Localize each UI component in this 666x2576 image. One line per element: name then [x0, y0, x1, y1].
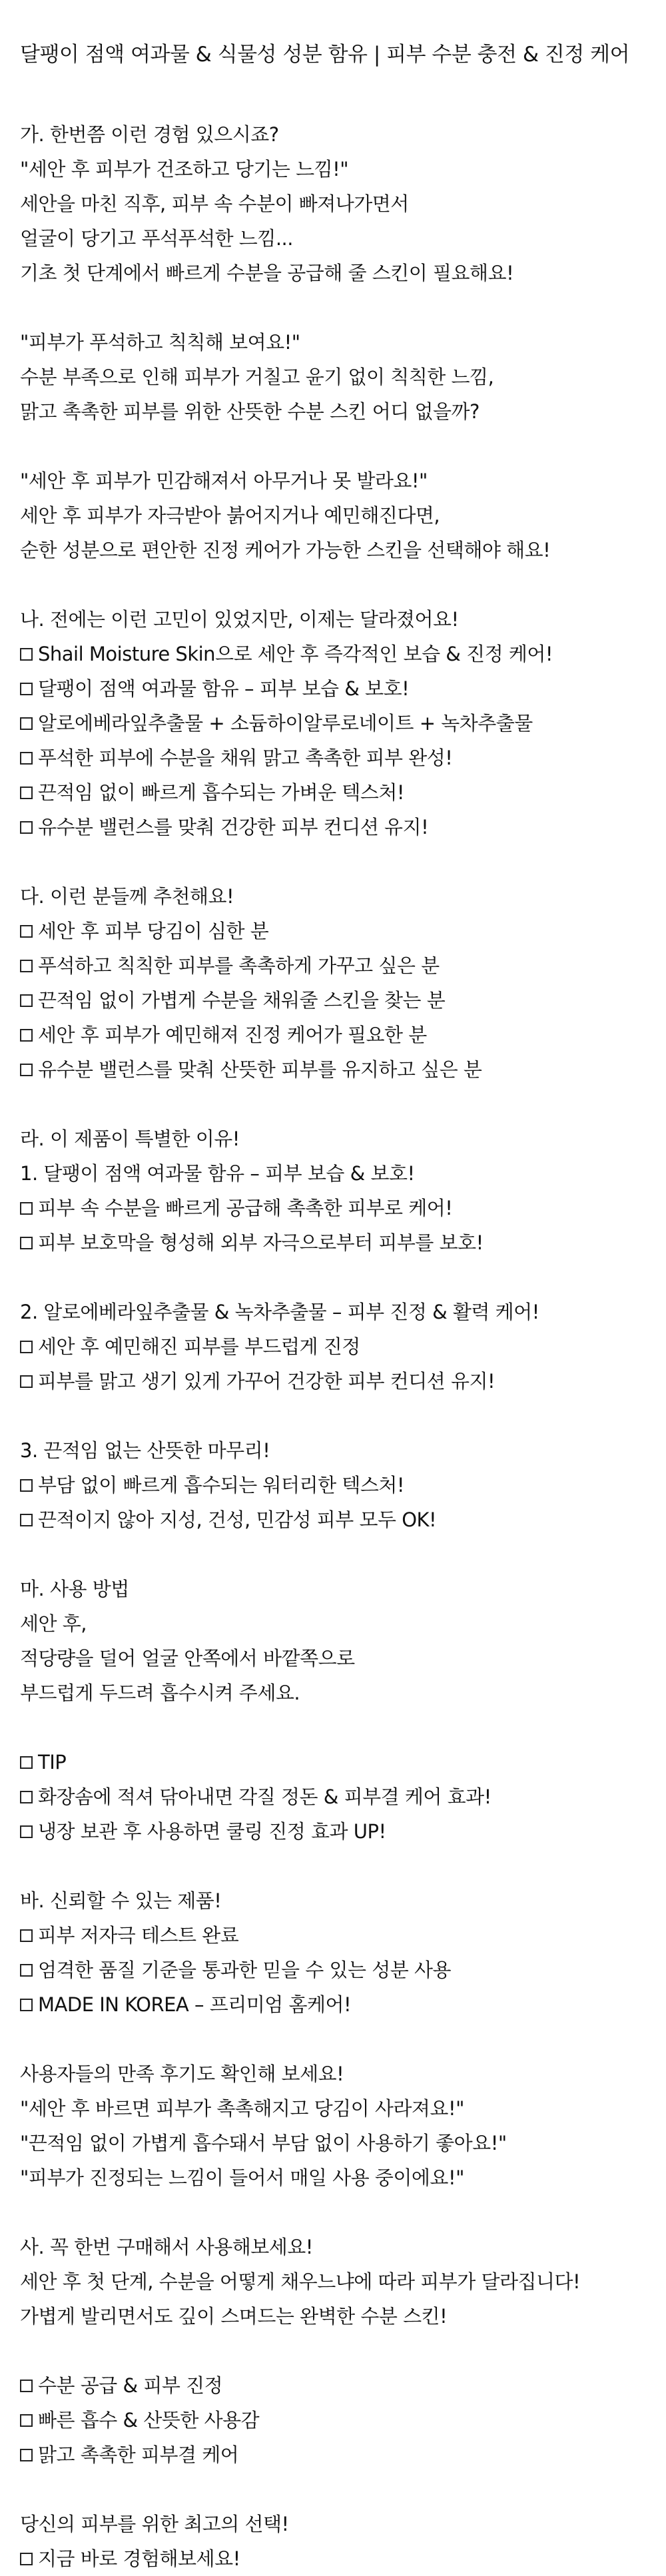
text-line	[20, 2299, 646, 2334]
line-text: 기초 첫 단계에서 빠르게 수분을 공급해 줄 스킨이 필요해요!	[20, 262, 514, 284]
text-line	[20, 2507, 646, 2541]
checkbox-line	[20, 810, 646, 844]
text-line	[20, 1122, 646, 1156]
checkbox-line	[20, 1814, 646, 1849]
checkbox-square-icon	[20, 960, 33, 972]
checkbox-line	[20, 2368, 646, 2403]
line-text: 2. 알로에베라잎추출물 & 녹차추출물 – 피부 진정 & 활력 케어!	[20, 1301, 539, 1323]
text-section	[20, 2057, 646, 2195]
line-text: "피부가 진정되는 느낌이 들어서 매일 사용 중이에요!"	[20, 2166, 464, 2189]
line-text: 나. 전에는 이런 고민이 있었지만, 이제는 달라졌어요!	[20, 608, 459, 631]
checkbox-square-icon	[20, 1791, 33, 1803]
line-text: 피부 속 수분을 빠르게 공급해 촉촉한 피부로 케어!	[38, 1197, 453, 1219]
checkbox-line	[20, 948, 646, 983]
checkbox-square-icon	[20, 994, 33, 1007]
checkbox-square-icon	[20, 925, 33, 938]
page-title: 달팽이 점액 여과물 & 식물성 성분 함유 | 피부 수분 충전 & 진정 케어	[20, 43, 630, 67]
line-text: 다. 이런 분들께 추천해요!	[20, 885, 234, 908]
text-line	[20, 1295, 646, 1329]
line-text: 냉장 보관 후 사용하면 쿨링 진정 효과 UP!	[38, 1820, 386, 1843]
line-text: 세안 후,	[20, 1612, 87, 1635]
line-text: 당신의 피부를 위한 최고의 선택!	[20, 2513, 289, 2535]
line-text: 수분 부족으로 인해 피부가 거칠고 윤기 없이 칙칙한 느낌,	[20, 366, 494, 388]
text-section	[20, 1433, 646, 1537]
line-text: MADE IN KOREA – 프리미엄 홈케어!	[38, 1993, 352, 2016]
text-line	[20, 2230, 646, 2264]
text-line	[20, 256, 646, 290]
checkbox-line	[20, 1191, 646, 1225]
line-text: 순한 성분으로 편안한 진정 케어가 가능한 스킨을 선택해야 해요!	[20, 539, 551, 561]
line-text: 지금 바로 경험해보세요!	[38, 2547, 240, 2570]
checkbox-square-icon	[20, 1237, 33, 1249]
line-text: 바. 신뢰할 수 있는 제품!	[20, 1889, 222, 1912]
checkbox-line	[20, 741, 646, 775]
line-text: 마. 사용 방법	[20, 1578, 129, 1600]
text-line	[20, 533, 646, 567]
line-text: 엄격한 품질 기준을 통과한 믿을 수 있는 성분 사용	[38, 1959, 452, 1981]
text-line	[20, 1572, 646, 1606]
line-text: 세안을 마친 직후, 피부 속 수분이 빠져나가면서	[20, 192, 409, 215]
text-line	[20, 464, 646, 498]
checkbox-line	[20, 1745, 646, 1779]
line-text: "세안 후 피부가 건조하고 당기는 느낌!"	[20, 158, 349, 180]
text-line	[20, 1433, 646, 1468]
line-text: 1. 달팽이 점액 여과물 함유 – 피부 보습 & 보호!	[20, 1162, 415, 1185]
text-line	[20, 1883, 646, 1918]
line-text: 가. 한번쯤 이런 경험 있으시죠?	[20, 123, 279, 146]
text-section	[20, 1745, 646, 1849]
line-text: 끈적이지 않아 지성, 건성, 민감성 피부 모두 OK!	[38, 1508, 437, 1531]
checkbox-square-icon	[20, 648, 33, 661]
line-text: 알로에베라잎추출물 + 소듐하이알루로네이트 + 녹차추출물	[38, 712, 533, 735]
line-text: 가볍게 발리면서도 깊이 스며드는 완벽한 수분 스킨!	[20, 2305, 448, 2328]
line-text: 끈적임 없이 빠르게 흡수되는 가벼운 텍스처!	[38, 781, 404, 804]
text-line	[20, 2160, 646, 2195]
text-line	[20, 360, 646, 394]
checkbox-square-icon	[20, 2553, 33, 2565]
text-line	[20, 2091, 646, 2126]
text-section	[20, 117, 646, 290]
text-section	[20, 2368, 646, 2472]
text-section	[20, 879, 646, 1087]
line-text: "끈적임 없이 가볍게 흡수돼서 부담 없이 사용하기 좋아요!"	[20, 2132, 507, 2154]
line-text: 끈적임 없이 가볍게 수분을 채워줄 스킨을 찾는 분	[38, 989, 446, 1012]
text-line	[20, 602, 646, 637]
checkbox-line	[20, 1018, 646, 1052]
checkbox-line	[20, 2403, 646, 2437]
checkbox-line	[20, 1987, 646, 2022]
line-text: 세안 후 예민해진 피부를 부드럽게 진정	[38, 1335, 360, 1358]
checkbox-square-icon	[20, 2414, 33, 2427]
checkbox-square-icon	[20, 1514, 33, 1526]
line-text: 피부 보호막을 형성해 외부 자극으로부터 피부를 보호!	[38, 1231, 484, 1254]
checkbox-square-icon	[20, 683, 33, 695]
checkbox-square-icon	[20, 1964, 33, 1977]
text-line	[20, 2264, 646, 2299]
line-text: 얼굴이 당기고 푸석푸석한 느낌...	[20, 227, 293, 250]
checkbox-line	[20, 2437, 646, 2472]
checkbox-line	[20, 637, 646, 671]
line-text: 부담 없이 빠르게 흡수되는 워터리한 텍스처!	[38, 1474, 404, 1496]
checkbox-square-icon	[20, 1029, 33, 1042]
checkbox-line	[20, 914, 646, 948]
text-line	[20, 394, 646, 429]
line-text: TIP	[38, 1751, 67, 1773]
text-section	[20, 325, 646, 429]
checkbox-line	[20, 1468, 646, 1502]
text-line	[20, 152, 646, 186]
text-line	[20, 879, 646, 914]
text-section	[20, 1122, 646, 1260]
checkbox-line	[20, 1329, 646, 1364]
checkbox-square-icon	[20, 1064, 33, 1076]
line-text: 수분 공급 & 피부 진정	[38, 2374, 223, 2397]
checkbox-line	[20, 1052, 646, 1087]
text-line	[20, 186, 646, 221]
line-text: 화장솜에 적셔 닦아내면 각질 정돈 & 피부결 케어 효과!	[38, 1785, 492, 1808]
checkbox-square-icon	[20, 1999, 33, 2011]
line-text: 피부를 맑고 생기 있게 가꾸어 건강한 피부 컨디션 유지!	[38, 1370, 496, 1393]
line-text: 적당량을 덜어 얼굴 안쪽에서 바깥쪽으로	[20, 1647, 355, 1670]
text-line	[20, 2057, 646, 2091]
line-text: "세안 후 바르면 피부가 촉촉해지고 당김이 사라져요!"	[20, 2097, 464, 2120]
checkbox-square-icon	[20, 1929, 33, 1942]
text-section	[20, 1883, 646, 2022]
checkbox-line	[20, 1918, 646, 1953]
checkbox-square-icon	[20, 752, 33, 765]
line-text: 세안 후 첫 단계, 수분을 어떻게 채우느냐에 따라 피부가 달라집니다!	[20, 2270, 581, 2293]
line-text: 3. 끈적임 없는 산뜻한 마무리!	[20, 1439, 270, 1462]
line-text: 라. 이 제품이 특별한 이유!	[20, 1127, 240, 1150]
line-text: Shail Moisture Skin으로 세안 후 즉각적인 보습 & 진정 케어!	[38, 643, 553, 665]
text-line	[20, 1606, 646, 1641]
line-text: 세안 후 피부가 자극받아 붉어지거나 예민해진다면,	[20, 504, 440, 527]
checkbox-line	[20, 706, 646, 741]
line-text: 세안 후 피부 당김이 심한 분	[38, 920, 269, 942]
line-text: 피부 저자극 테스트 완료	[38, 1924, 239, 1947]
text-line	[20, 2126, 646, 2160]
checkbox-square-icon	[20, 2380, 33, 2392]
line-text: "세안 후 피부가 민감해져서 아무거나 못 발라요!"	[20, 470, 428, 492]
text-section	[20, 2507, 646, 2576]
checkbox-square-icon	[20, 717, 33, 730]
checkbox-line	[20, 671, 646, 706]
checkbox-square-icon	[20, 787, 33, 799]
checkbox-square-icon	[20, 1756, 33, 1769]
checkbox-square-icon	[20, 1375, 33, 1388]
text-section	[20, 464, 646, 567]
line-text: 사. 꼭 한번 구매해서 사용해보세요!	[20, 2236, 313, 2258]
description-content	[20, 117, 646, 2576]
line-text: 부드럽게 두드려 흡수시켜 주세요.	[20, 1682, 300, 1704]
checkbox-square-icon	[20, 1341, 33, 1353]
line-text: 빠른 흡수 & 산뜻한 사용감	[38, 2409, 260, 2431]
checkbox-line	[20, 1502, 646, 1537]
text-line	[20, 117, 646, 152]
line-text: 유수분 밸런스를 맞춰 산뜻한 피부를 유지하고 싶은 분	[38, 1058, 482, 1081]
line-text: "피부가 푸석하고 칙칙해 보여요!"	[20, 331, 300, 354]
checkbox-line	[20, 2541, 646, 2576]
line-text: 유수분 밸런스를 맞춰 건강한 피부 컨디션 유지!	[38, 816, 429, 838]
line-text: 사용자들의 만족 후기도 확인해 보세요!	[20, 2063, 344, 2085]
text-section	[20, 2230, 646, 2334]
checkbox-line	[20, 1953, 646, 1987]
text-line	[20, 1641, 646, 1676]
checkbox-line	[20, 1779, 646, 1814]
line-text: 맑고 촉촉한 피부결 케어	[38, 2443, 239, 2466]
text-section	[20, 1295, 646, 1399]
checkbox-square-icon	[20, 1202, 33, 1215]
checkbox-line	[20, 983, 646, 1018]
text-line	[20, 221, 646, 256]
checkbox-square-icon	[20, 1479, 33, 1492]
text-line	[20, 1676, 646, 1710]
line-text: 세안 후 피부가 예민해져 진정 케어가 필요한 분	[38, 1024, 427, 1046]
line-text: 달팽이 점액 여과물 함유 – 피부 보습 & 보호!	[38, 677, 410, 700]
line-text: 푸석하고 칙칙한 피부를 촉촉하게 가꾸고 싶은 분	[38, 954, 440, 977]
checkbox-line	[20, 775, 646, 810]
text-line	[20, 325, 646, 360]
text-section	[20, 602, 646, 844]
line-text: 푸석한 피부에 수분을 채워 맑고 촉촉한 피부 완성!	[38, 747, 453, 769]
checkbox-square-icon	[20, 821, 33, 834]
text-line	[20, 498, 646, 533]
checkbox-line	[20, 1364, 646, 1399]
text-line	[20, 1156, 646, 1191]
line-text: 맑고 촉촉한 피부를 위한 산뜻한 수분 스킨 어디 없을까?	[20, 400, 480, 423]
checkbox-square-icon	[20, 1825, 33, 1838]
text-section	[20, 1572, 646, 1710]
checkbox-square-icon	[20, 2449, 33, 2461]
checkbox-line	[20, 1225, 646, 1260]
